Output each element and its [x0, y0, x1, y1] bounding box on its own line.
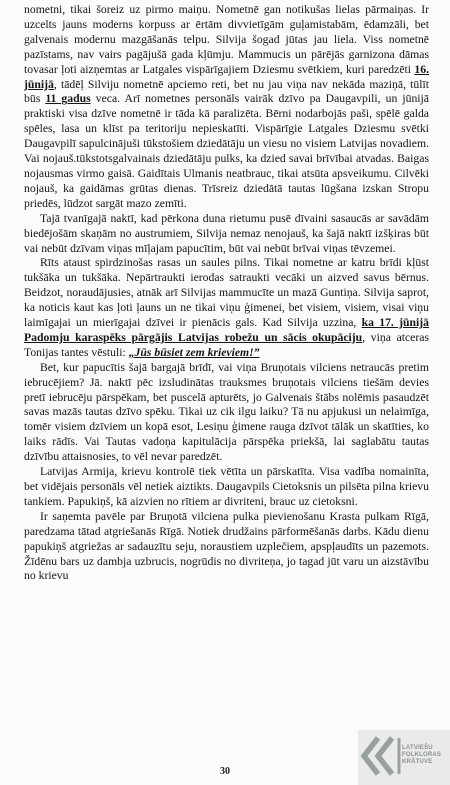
text-run: veca. Arī nometnes personāls vairāk dzīvo pa Daugavpili, un jūnijā praktiski visa dzīve nometnē ir tāda kā paralizēta. Bērni nodarbojās paši, spēlē galda spēles, lasa un klīst pa teritoriju nepieskatīti. Vispārīgie Latgales Dziesmu svētki Daugavpilī sapulcinājuši tūkstošiem dziedātāju un viesu no visiem Latvijas novadiem. Vai nojauš.tūkstotsgalvainais dziedātāju pulks, ka dzied savai brīvībai atvadas. Baigas nojausmas virmo gaisā. Gaidītais Ulmanis neatbrauc, tikai atsūta apsveikumu. Cilvēki nojauš, ka gaidāmas grūtas dienas. Trīsreiz dziedātā tautas lūgšana izskan Stropu priedēs, lūdzot sargāt mazo zemīti. [24, 92, 429, 210]
logo-line-2: FOLKLORAS [402, 752, 442, 758]
emphasized-text: 16. jūnijā [24, 62, 429, 91]
paragraph [24, 465, 429, 510]
body-text [24, 3, 429, 584]
text-run: , viņa atceras Tonijas tantes vēstuli: [24, 330, 430, 359]
text-run: Tajā tvanīgajā naktī, kad pērkona duna rietumu pusē dīvaini sasaucās ar savādām biedējošām skaņām no austrumiem, Silvija nemaz nenojauš, ka šajā naktī izšķiras būt vai nebūt dzīvam viņas mīļajam papucītim, būt vai nebūt brīvai viņas tēvzemei. [24, 211, 429, 255]
emphasized-text: „Jūs būsiet zem krieviem!” [128, 345, 260, 359]
logo-line-3: KRĀTUVE [402, 759, 433, 765]
page-number: 30 [220, 766, 230, 777]
logo-line-1: LATVIEŠU [402, 745, 433, 751]
emphasized-text: ka 17. jūnijā Padomju karaspēks pārgājis Latvijas robežu un sācis okupāciju [24, 316, 429, 344]
text-run: Bet, kur papucītis šajā bargajā brīdī, vai viņa Bruņotais vilciens netraucās pretim iebrucējiem? Jā. naktī pēc izsludinātas trauksmes bruņotais vilciens tiešām devies pretī iebrucēju pārspēkam, bet puscelā apturēts, jo Galvenais štābs nolēmis pasaudzēt savas mazās tautas dzīvo spēku. Tikai uz cik ilgu laiku? Tā nu apjukusi un nelaimīga, tomēr visiem dzīviem un kopā esot, Lesiņu ģimene rauga dzīvot tālāk un skatīties, ko laiks rādīs. Vai Tautas vadoņa kapitulācija pārspēka priekšā, lai saglabātu tautas dzīvību attaisnosies, to vēl nevar paredzēt. [24, 360, 429, 464]
text-run: , tādēļ Silviju nometnē apciemo reti, bet nu jau viņa nav nekāda maziņā, tūlīt būs [24, 77, 429, 106]
text-run: Latvijas Armija, krievu kontrolē tiek vētīta un pārskatīta. Visa vadība nomainīta, bet vidējais personāls vēl netiek aiztikts. Daugavpils Cietoksnis un pilsēta pilna krievu tankiem. Papukiņš, kā aizvien no rītiem ar divriteni, brauc uz cietoksni. [24, 465, 429, 508]
paragraph [24, 256, 429, 360]
paragraph [24, 361, 429, 465]
text-run: Rīts ataust spirdzinošas rasas un saules pilns. Tikai nometne ar katru brīdi kļūst tukšāka un tukšāka. Nepārtraukti ierodas satraukti vecāki un aizved savus bērnus. Beidzot, noraudājusies, atnāk arī Silvijas mammucīte un mazā Guntiņa. Silvija saprot, ka noticis kaut kas ļoti ļauns un ne tikai viņu ģimenei, bet visiem, visiem, visai viņu laimīgajai un mierīgajai dzīvei ir pienācis gals. Kad Silvija uzzina, [24, 256, 429, 330]
paragraph [24, 510, 429, 585]
paragraph [24, 212, 429, 257]
emphasized-text: 11 gadus [45, 92, 91, 106]
text-run: Ir saņemta pavēle par Bruņotā vilciena pulka pievienošanu Krasta pulkam Rīgā, paredzama tātad atgriešanās Rīgā. Notiek drudžains pārformēšanās darbs. Kādu dienu papukiņš atgriežas ar sadauzītu seju, noraustiem uzplečiem, apspļaudīts un pazemots. Žīdēnu bars uz dambja uzbrucis, nogrūdis no divriteņa, jo tagad jūt varu un aizstāvību no krievu [24, 509, 429, 583]
paragraph [24, 3, 429, 212]
lfk-chevron-logo-icon [358, 730, 404, 780]
text-run: nometni, tikai šoreiz uz pirmo maiņu. Nometnē gan notikušas lielas pārmaiņas. Ir uzcelts jauns moderns korpuss ar ērtām divvietīgām guļamistabām, ēdamzāli, bet galvenais modernu mazgāšanās telpu. Silvija šogad jūtas jau liela. Viss nometnē pazīstams, nav vairs pagājušā gada kļūmju. Mammucis un pārējās garnizona dāmas tovasar ļoti aizņemtas ar Latgales vispārīgajiem Dziesmu svētkiem, kuri paredzēti [24, 3, 429, 76]
archive-logo [358, 730, 450, 785]
